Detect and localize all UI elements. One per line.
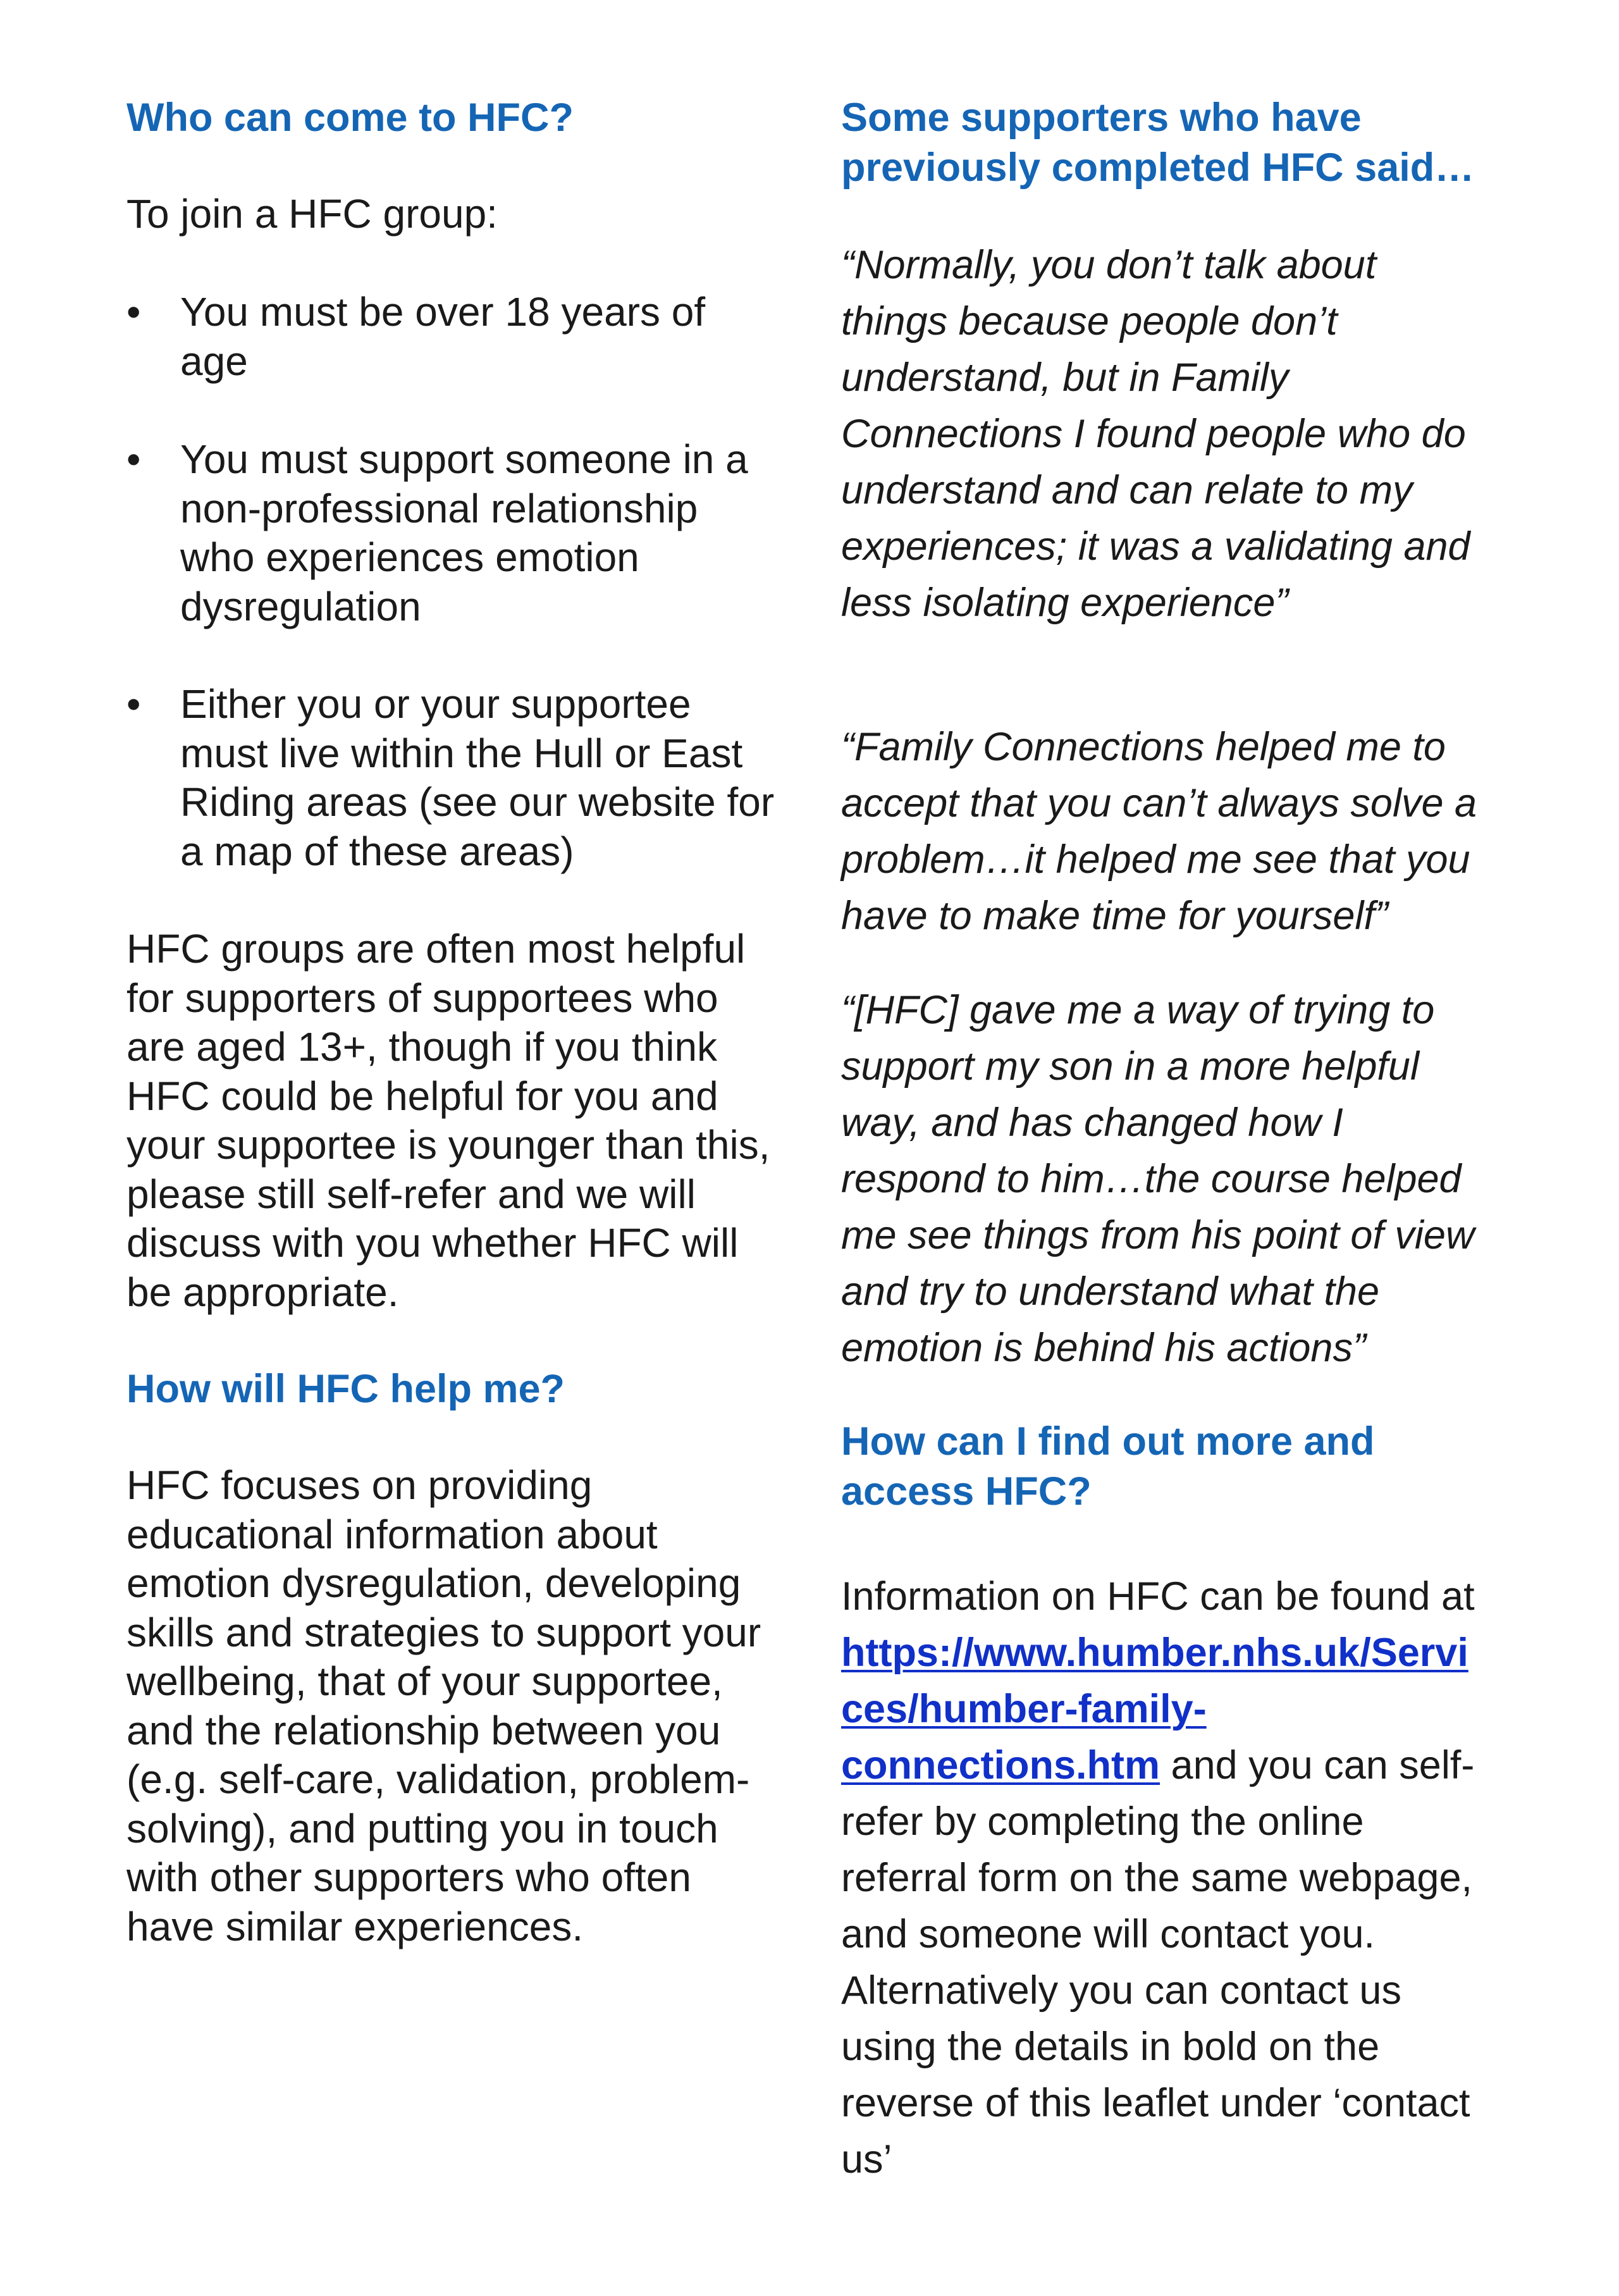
info-paragraph <box>841 1569 1475 2188</box>
join-intro: To join a HFC group: <box>126 191 498 237</box>
bullet-text: You must support someone in a non-professional relationship who experiences emotion dysregulation <box>180 436 748 629</box>
info-text-after-link: and you can self- refer by completing the online referral form on the same webpage, and someone will contact you. Alternatively you can contact us using the details in bold on the reverse of this leaflet under ‘contact us’ <box>841 1743 1475 2182</box>
help-paragraph: HFC focuses on providing educational information about emotion dysregulation, developing skills and strategies to support your wellbeing, that of your supportee, and the relationship between you (e.g. self-care, validation, problem- solving), and putting you in touch with other supporters who often have similar experiences. <box>126 1462 761 1949</box>
bullet-icon: • <box>126 289 141 335</box>
who-can-come-heading: Who can come to HFC? <box>126 96 574 140</box>
hfc-website-link[interactable]: https://www.humber.nhs.uk/Servi ces/humber-family- connections.htm <box>841 1631 1468 1787</box>
bullet-icon: • <box>126 436 141 482</box>
bullet-text: Either you or your supportee must live within the Hull or East Riding areas (see our website for a map of these areas) <box>180 681 775 874</box>
quote-family-connections: “Family Connections helped me to accept that you can’t always solve a problem…it helped me see that you have to make time for yourself” <box>841 725 1477 938</box>
supporters-heading: Some supporters who have previously completed HFC said… <box>841 96 1475 190</box>
find-out-more-heading: How can I find out more and access HFC? <box>841 1419 1375 1514</box>
how-will-hfc-help-heading: How will HFC help me? <box>126 1367 565 1411</box>
quote-normally: “Normally, you don’t talk about things because people don’t understand, but in Family Connections I found people who do understand and can relate to my experiences; it was a validating and less isolating experience” <box>841 243 1470 625</box>
bullet-text: You must be over 18 years of age <box>180 289 706 384</box>
bullet-icon: • <box>126 681 141 727</box>
helpful-paragraph: HFC groups are often most helpful for supporters of supportees who are aged 13+, though if you think HFC could be helpful for you and your supportee is younger than this, please still self-refer and we will discuss with you whether HFC will be appropriate. <box>126 926 770 1315</box>
quote-hfc-son: “[HFC] gave me a way of trying to support my son in a more helpful way, and has changed how I respond to him…the course helped me see things from his point of view and try to understand what the emotion is behind his actions” <box>841 988 1475 1370</box>
info-text-before-link: Information on HFC can be found at <box>841 1574 1475 1619</box>
